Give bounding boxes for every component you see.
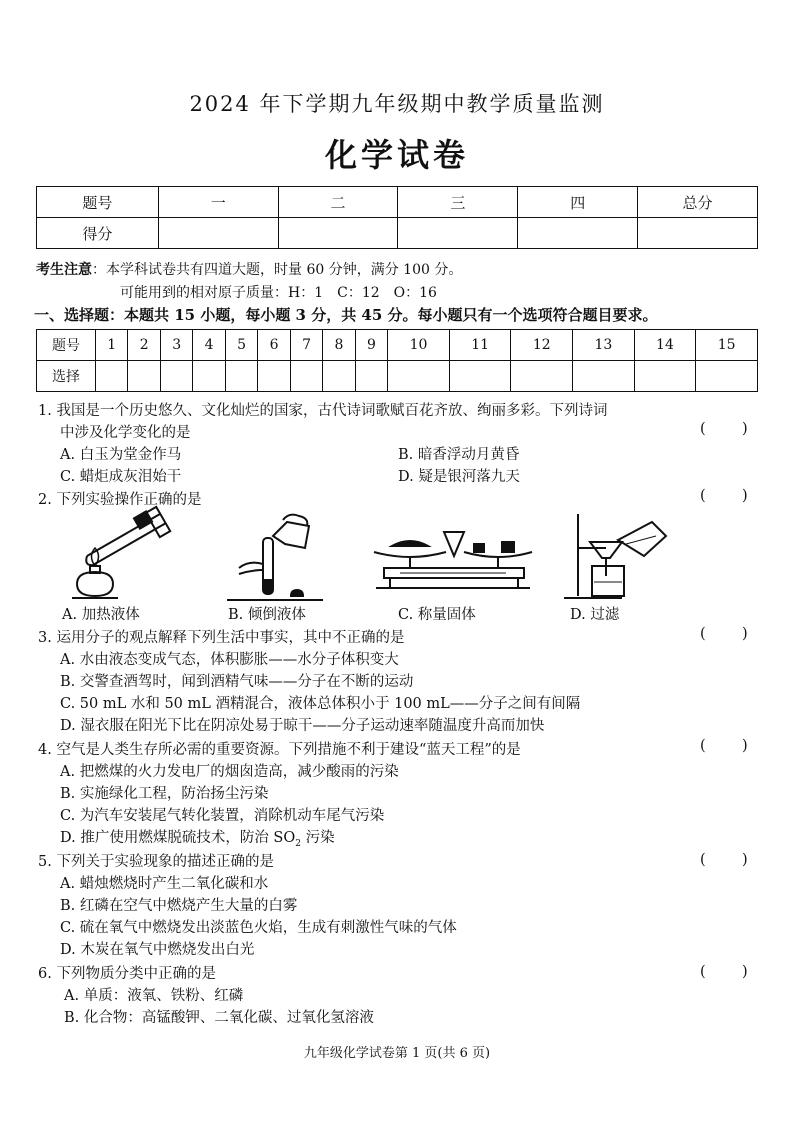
q4-option-b: B. 实施绿化工程，防治扬尘污染 xyxy=(60,786,269,802)
notice-text: ：本学科试卷共有四道大题，时量 60 分钟，满分 100 分。 xyxy=(92,262,463,278)
score-header-cell: 总分 xyxy=(638,187,758,218)
exam-title: 2024 年下学期九年级期中教学质量监测 xyxy=(189,92,605,116)
score-input-cell[interactable] xyxy=(638,218,758,249)
q3-option-c: C. 50 mL 水和 50 mL 酒精混合，液体总体积小于 100 mL——分子之间有间隔 xyxy=(60,696,581,712)
score-header-cell: 四 xyxy=(518,187,638,218)
q6-option-a: A. 单质：液氧、铁粉、红磷 xyxy=(64,988,244,1004)
choice-number: 7 xyxy=(290,330,322,361)
choice-number: 4 xyxy=(193,330,225,361)
score-row-label: 得分 xyxy=(37,218,159,249)
choice-number: 9 xyxy=(355,330,387,361)
choice-answer-cell[interactable] xyxy=(128,361,160,392)
choice-row-label: 题号 xyxy=(37,330,96,361)
choice-table xyxy=(36,329,758,392)
choice-answer-cell[interactable] xyxy=(323,361,355,392)
choice-number: 5 xyxy=(225,330,257,361)
choice-number: 3 xyxy=(160,330,192,361)
choice-number: 12 xyxy=(511,330,573,361)
q4-stem: 4. 空气是人类生存所必需的重要资源。下列措施不利于建设“蓝天工程”的是 xyxy=(38,742,521,758)
choice-answer-cell[interactable] xyxy=(96,361,128,392)
answer-bracket: ( ) xyxy=(700,421,748,437)
subject-title: 化学试卷 xyxy=(324,136,469,174)
choice-answer-cell[interactable] xyxy=(355,361,387,392)
choice-number: 2 xyxy=(128,330,160,361)
score-input-cell[interactable] xyxy=(398,218,518,249)
choice-answer-cell[interactable] xyxy=(258,361,290,392)
choice-number: 10 xyxy=(388,330,450,361)
answer-bracket: ( ) xyxy=(700,964,748,980)
q6-option-b: B. 化合物：高锰酸钾、二氧化碳、过氧化氢溶液 xyxy=(64,1010,374,1026)
q2-option-a: A. 加热液体 xyxy=(62,607,140,623)
choice-number: 6 xyxy=(258,330,290,361)
q3-option-b: B. 交警查酒驾时，闻到酒精气味——分子在不断的运动 xyxy=(60,674,414,690)
heating-liquid-illustration xyxy=(62,508,182,604)
pouring-liquid-illustration xyxy=(225,508,325,604)
q6-stem: 6. 下列物质分类中正确的是 xyxy=(38,966,216,982)
q4-option-d: D. 推广使用燃煤脱硫技术，防治 $SO_2$ 污染 xyxy=(60,830,335,849)
q2-option-d: D. 过滤 xyxy=(570,607,620,623)
choice-answer-cell[interactable] xyxy=(634,361,696,392)
q3-stem: 3. 运用分子的观点解释下列生活中事实，其中不正确的是 xyxy=(38,630,405,646)
choice-number: 13 xyxy=(573,330,635,361)
score-table xyxy=(36,186,758,249)
answer-bracket: ( ) xyxy=(700,488,748,504)
answer-bracket: ( ) xyxy=(700,626,748,642)
choice-answer-cell[interactable] xyxy=(160,361,192,392)
q2-stem: 2. 下列实验操作正确的是 xyxy=(38,492,202,508)
score-header-cell: 三 xyxy=(398,187,518,218)
atomic-masses: 可能用到的相对原子质量：H：1 C：12 O：16 xyxy=(120,285,437,301)
choice-number: 15 xyxy=(696,330,758,361)
answer-bracket: ( ) xyxy=(700,852,748,868)
q1-stem-cont: 中涉及化学变化的是 xyxy=(60,425,191,441)
q1-option-c: C. 蜡炬成灰泪始干 xyxy=(60,469,182,485)
q5-stem: 5. 下列关于实验现象的描述正确的是 xyxy=(38,854,274,870)
q5-option-b: B. 红磷在空气中燃烧产生大量的白雾 xyxy=(60,898,298,914)
q5-option-d: D. 木炭在氧气中燃烧发出白光 xyxy=(60,942,255,958)
notice-label: 考生注意 xyxy=(36,262,92,278)
score-input-cell[interactable] xyxy=(158,218,278,249)
choice-answer-cell[interactable] xyxy=(573,361,635,392)
choice-number: 1 xyxy=(96,330,128,361)
choice-answer-cell[interactable] xyxy=(290,361,322,392)
choice-answer-cell[interactable] xyxy=(696,361,758,392)
page-footer: 九年级化学试卷第 1 页(共 6 页) xyxy=(303,1046,491,1061)
q3-option-d: D. 湿衣服在阳光下比在阴凉处易于晾干——分子运动速率随温度升高而加快 xyxy=(60,718,545,734)
choice-number: 11 xyxy=(449,330,511,361)
q5-option-a: A. 蜡烛燃烧时产生二氧化碳和水 xyxy=(60,876,269,892)
q1-option-b: B. 暗香浮动月黄昏 xyxy=(398,447,520,463)
balance-illustration xyxy=(370,528,536,592)
q2-option-c: C. 称量固体 xyxy=(398,607,476,623)
choice-answer-cell[interactable] xyxy=(193,361,225,392)
q4-option-c: C. 为汽车安装尾气转化装置，消除机动车尾气污染 xyxy=(60,808,385,824)
score-header-cell: 一 xyxy=(158,187,278,218)
score-header-cell: 题号 xyxy=(37,187,159,218)
section-title: 一、选择题：本题共 15 小题，每小题 3 分，共 45 分。每小题只有一个选项符合题目要求。 xyxy=(34,306,658,324)
notice xyxy=(36,259,462,279)
choice-number: 8 xyxy=(323,330,355,361)
q2-option-b: B. 倾倒液体 xyxy=(228,607,306,623)
answer-bracket: ( ) xyxy=(700,738,748,754)
score-input-cell[interactable] xyxy=(278,218,398,249)
q1-option-a: A. 白玉为堂金作马 xyxy=(60,447,182,463)
choice-answer-cell[interactable] xyxy=(225,361,257,392)
q1-option-d: D. 疑是银河落九天 xyxy=(398,469,520,485)
filtration-illustration xyxy=(562,510,672,604)
q3-option-a: A. 水由液态变成气态，体积膨胀——水分子体积变大 xyxy=(60,652,399,668)
score-header-cell: 二 xyxy=(278,187,398,218)
choice-row-label: 选择 xyxy=(37,361,96,392)
choice-answer-cell[interactable] xyxy=(449,361,511,392)
q1-stem: 1. 我国是一个历史悠久、文化灿烂的国家，古代诗词歌赋百花齐放、绚丽多彩。下列诗词 xyxy=(38,403,608,419)
q5-option-c: C. 硫在氧气中燃烧发出淡蓝色火焰，生成有刺激性气味的气体 xyxy=(60,920,457,936)
score-input-cell[interactable] xyxy=(518,218,638,249)
choice-answer-cell[interactable] xyxy=(511,361,573,392)
choice-number: 14 xyxy=(634,330,696,361)
q4-option-a: A. 把燃煤的火力发电厂的烟囱造高，减少酸雨的污染 xyxy=(60,764,399,780)
choice-answer-cell[interactable] xyxy=(388,361,450,392)
